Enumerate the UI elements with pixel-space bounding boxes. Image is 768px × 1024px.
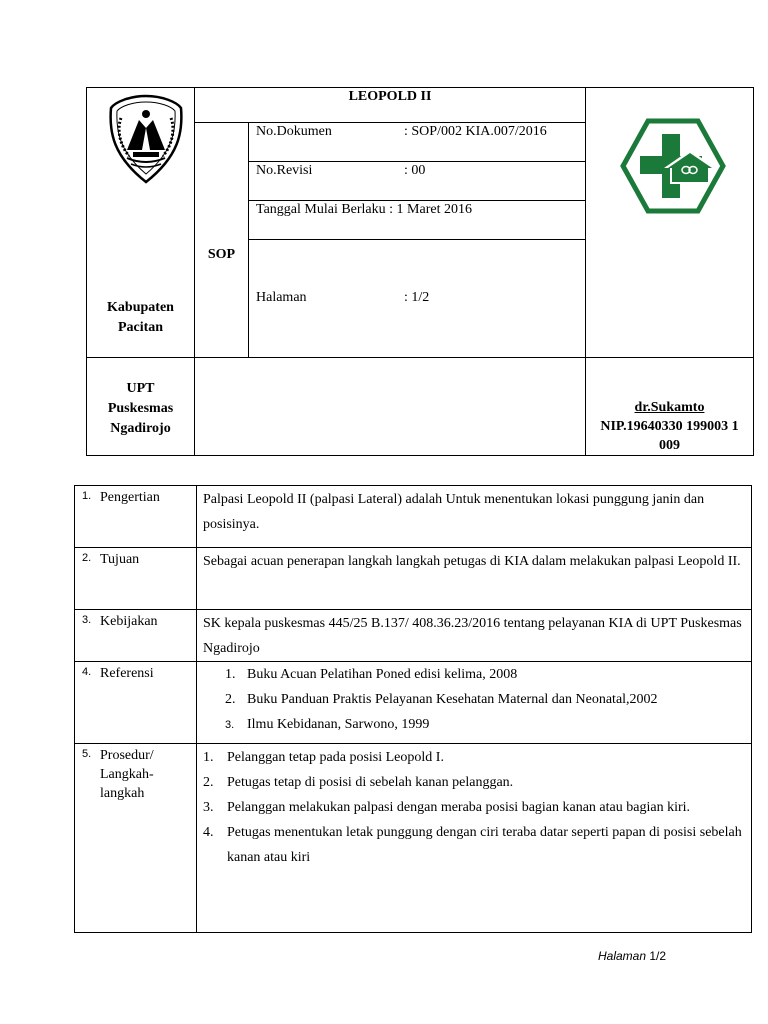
list-item: 1. Buku Acuan Pelatihan Poned edisi kelima, 2008 <box>225 667 518 682</box>
list-item: 3. Ilmu Kebidanan, Sarwono, 1999 <box>225 717 430 732</box>
puskesmas-cross-house-icon <box>620 118 726 214</box>
procedure-list <box>203 745 743 870</box>
unit-name-cell <box>87 358 195 456</box>
list-item: 2. Petugas tetap di posisi di sebelah kanan pelanggan. <box>203 775 514 790</box>
meta-row-page: Halaman : 1/2 <box>249 240 586 358</box>
list-item: 1. Pelanggan tetap pada posisi Leopold I. <box>203 750 444 765</box>
meta-row-effective-date: Tanggal Mulai Berlaku : 1 Maret 2016 <box>249 201 586 240</box>
row-tujuan: 2. Tujuan Sebagai acuan penerapan langkah langkah petugas di KIA dalam melakukan palpasi Leopold II. <box>75 548 752 610</box>
signer-nip: NIP.19640330 199003 1 009 <box>600 419 739 453</box>
sop-label: SOP <box>195 123 249 358</box>
text-kebijakan: SK kepala puskesmas 445/25 B.137/ 408.36.23/2016 tentang pelayanan KIA di UPT Puskesmas Ngadirojo <box>197 610 752 662</box>
label-tujuan: Tujuan <box>100 552 140 567</box>
label-prosedur: Prosedur/ Langkah-langkah <box>100 748 154 801</box>
sop-content-table <box>74 485 752 933</box>
regency-cell <box>87 88 195 358</box>
row-referensi: 4. Referensi 1. Buku Acuan Pelatihan Poned edisi kelima, 2008 2. Buku Panduan Praktis Pelayanan Kesehatan Maternal dan Neonatal,2002 3. Ilmu Kebidanan, Sarwono, 1999 <box>75 662 752 744</box>
label-pengertian: Pengertian <box>100 490 160 505</box>
label-kebijakan: Kebijakan <box>100 614 158 629</box>
reference-list <box>203 662 743 738</box>
list-item: 3. Pelanggan melakukan palpasi dengan meraba posisi bagian kanan atau bagian kiri. <box>203 800 691 815</box>
row-kebijakan: 3. Kebijakan SK kepala puskesmas 445/25 B.137/ 408.36.23/2016 tentang pelayanan KIA di UPT Puskesmas Ngadirojo <box>75 610 752 662</box>
pacitan-regency-emblem-icon <box>107 94 185 184</box>
meta-row-document-number: No.Dokumen : SOP/002 KIA.007/2016 <box>249 123 586 162</box>
signature-cell <box>586 358 754 456</box>
document-header <box>86 87 754 456</box>
unit-name: UPT Puskesmas Ngadirojo <box>107 380 174 436</box>
puskesmas-logo-cell <box>586 88 754 358</box>
list-item: 2. Buku Panduan Praktis Pelayanan Kesehatan Maternal dan Neonatal,2002 <box>225 692 658 707</box>
text-tujuan: Sebagai acuan penerapan langkah langkah petugas di KIA dalam melakukan palpasi Leopold II. <box>197 548 752 610</box>
meta-row-revision: No.Revisi : 00 <box>249 162 586 201</box>
text-pengertian: Palpasi Leopold II (palpasi Lateral) adalah Untuk menentukan lokasi punggung janin dan posisinya. <box>197 486 752 548</box>
row-pengertian: 1. Pengertian Palpasi Leopold II (palpasi Lateral) adalah Untuk menentukan lokasi punggung janin dan posisinya. <box>75 486 752 548</box>
document-title: LEOPOLD II <box>195 88 586 123</box>
blank-cell <box>195 358 586 456</box>
label-referensi: Referensi <box>100 666 154 681</box>
page-footer: Halaman 1/2 <box>598 949 667 963</box>
signer-name: dr.Sukamto <box>634 400 705 415</box>
regency-name: Kabupaten Pacitan <box>107 300 174 335</box>
list-item: 4. Petugas menentukan letak punggung dengan ciri teraba datar seperti papan di posisi sebelah kanan atau kiri <box>203 825 742 865</box>
row-prosedur: 5. Prosedur/ Langkah-langkah 1. Pelanggan tetap pada posisi Leopold I. 2. Petugas tetap di posisi di sebelah kanan pelanggan. 3. Pelanggan melakukan palpasi dengan meraba posisi bagian kanan atau bagian kiri. 4. Petugas menentukan letak punggung dengan ciri teraba datar seperti papan di posisi sebelah kanan atau kiri <box>75 744 752 933</box>
